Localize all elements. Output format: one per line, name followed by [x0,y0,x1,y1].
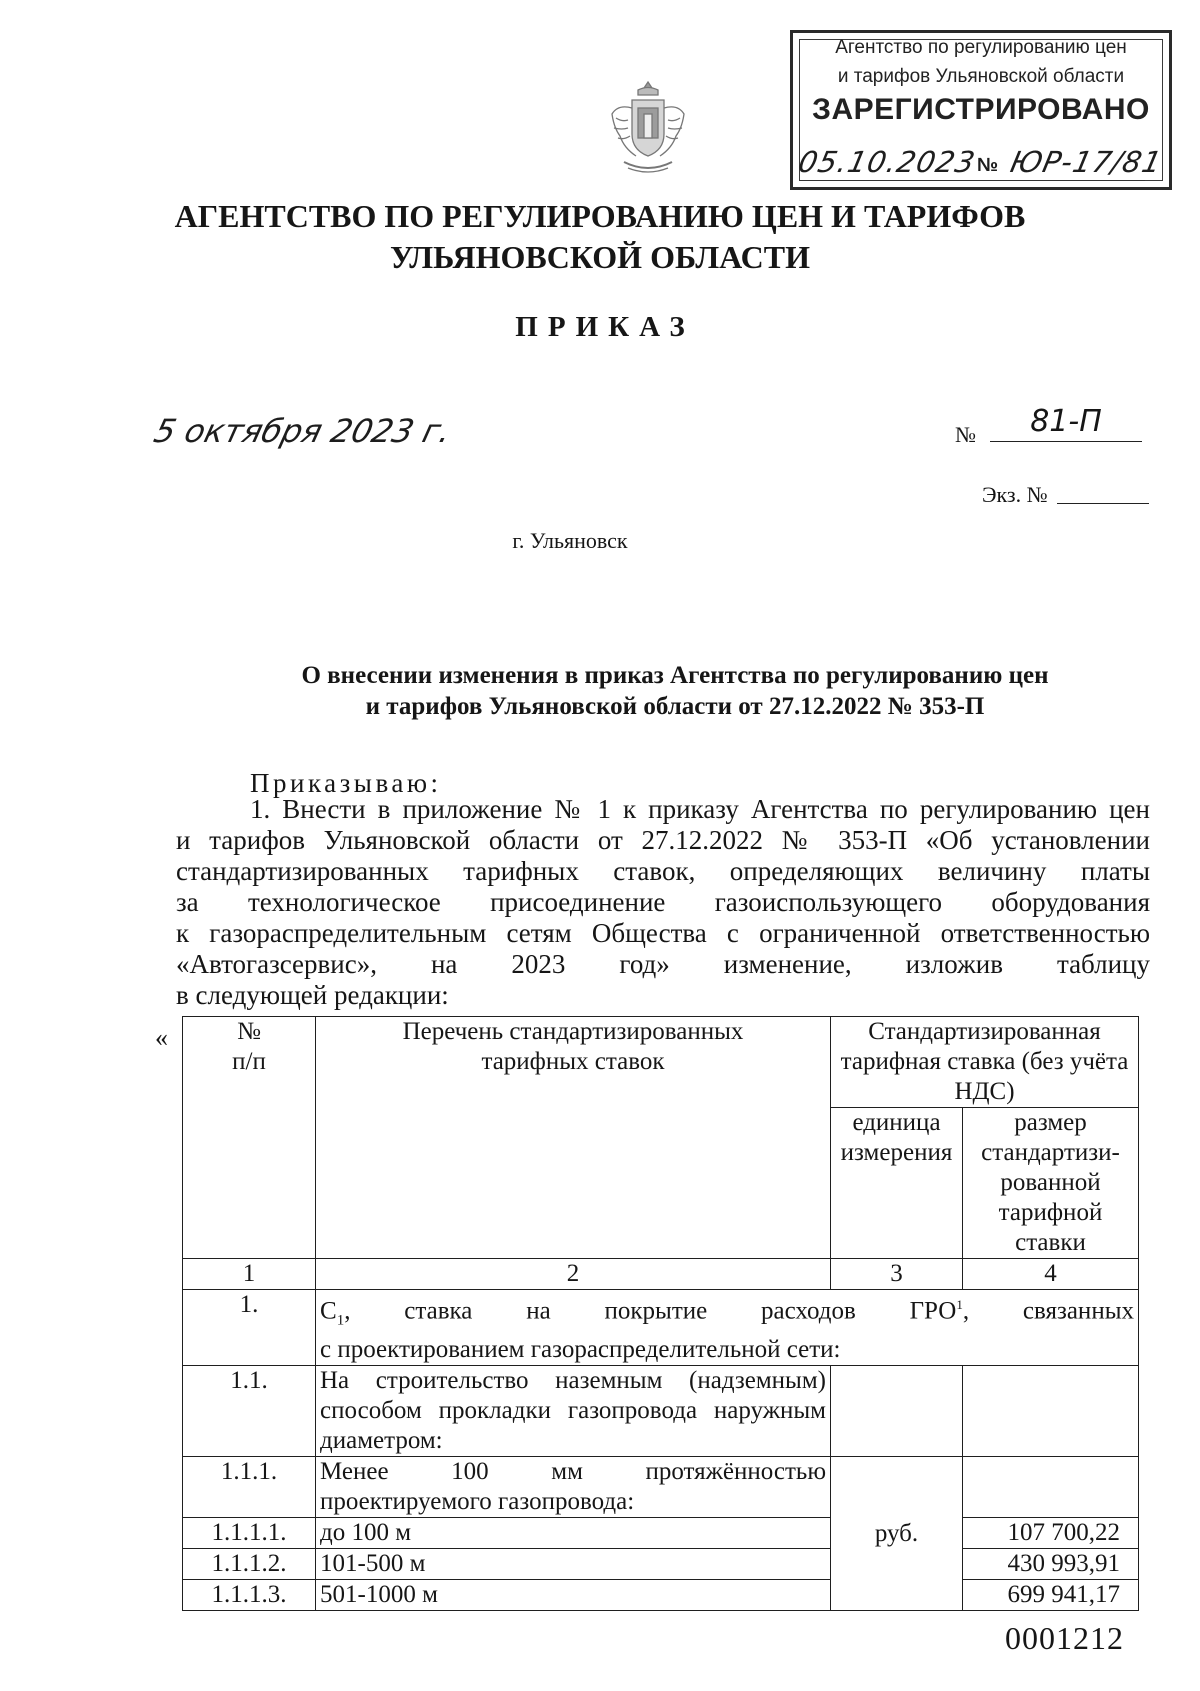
city: г. Ульяновск [512,528,628,553]
table-row [183,1366,1139,1457]
value-cell: 430 993,91 [963,1549,1139,1580]
table-row [183,1518,1139,1549]
value-cell: 699 941,17 [963,1580,1139,1611]
order-number-handwritten: 81-П [990,404,1142,442]
order-subject [230,660,1120,722]
row-text: 501-1000 м [316,1580,831,1611]
row-text: $С_1$, ставка на покрытие расходов ГРО$^1$, связанных с проектированием газораспределительной сети: [316,1290,1139,1366]
document-serial-number: 0001212 [1005,1620,1124,1656]
row-number: 1.1.1.2. [183,1549,316,1580]
subject-line1: О внесении изменения в приказ Агентства по регулированию цен [301,662,1049,689]
column-number: 4 [963,1259,1139,1290]
header-standardized-rate: Стандартизированная тарифная ставка (без учёта НДС) [831,1017,1139,1108]
stamp-agency-line1: Агентство по регулированию цен [835,37,1127,58]
stamp-registration-line [795,145,1166,181]
row-text: до 100 м [316,1518,831,1549]
paragraph-line: к газораспределительным сетям Общества с ограниченной ответственностью [176,918,1150,948]
order-date-handwritten: 5 октября 2023 г. [150,412,456,450]
stamp-agency-line2: и тарифов Ульяновской области [837,66,1125,87]
opening-quote-mark: « [155,1023,168,1052]
unit-cell: руб. [831,1457,963,1611]
registration-stamp [790,30,1172,190]
orders-word: Приказываю: [250,768,442,798]
value-cell [963,1457,1139,1518]
order-paragraph [176,794,1150,980]
tariff-table [182,1016,1139,1611]
order-number-label: № [955,422,976,447]
row-text: 101-500 м [316,1549,831,1580]
table-row [183,1580,1139,1611]
row-text: На строительство наземным (надземным) способом прокладки газопровода наружным диаметром: [316,1366,831,1457]
value-cell: 107 700,22 [963,1518,1139,1549]
row-number: 1. [183,1290,316,1366]
subject-line2: и тарифов Ульяновской области от 27.12.2022 № 353-П [365,693,985,720]
header-rate-list: Перечень стандартизированных тарифных ставок [316,1017,831,1259]
stamp-no-label: № [977,155,999,176]
row-text: Менее 100 мм протяжённостью проектируемого газопровода: [316,1457,831,1518]
row-number: 1.1. [183,1366,316,1457]
table-row [183,1549,1139,1580]
copy-number-blank [1057,503,1149,504]
copy-number-label: Экз. № [982,482,1048,507]
paragraph-line: 1. Внести в приложение № 1 к приказу Агентства по регулированию цен [250,794,1150,824]
stamp-status: ЗАРЕГИСТРИРОВАНО [812,93,1150,126]
paragraph-line: и тарифов Ульяновской области от 27.12.2022 № 353-П «Об установлении [176,825,1150,855]
column-number: 2 [316,1259,831,1290]
paragraph-line: за технологическое присоединение газоиспользующего оборудования [176,887,1150,917]
stamp-date: 05.10.2023 [795,145,979,179]
row-number: 1.1.1. [183,1457,316,1518]
agency-title [0,196,1200,278]
agency-title-line1: АГЕНТСТВО ПО РЕГУЛИРОВАНИЮ ЦЕН И ТАРИФОВ [174,198,1026,234]
value-cell [963,1366,1139,1457]
table-header-row [183,1017,1139,1108]
paragraph-line: «Автогазсервис», на 2023 год» изменение, изложив таблицу [176,949,1150,979]
agency-title-line2: УЛЬЯНОВСКОЙ ОБЛАСТИ [389,239,811,275]
paragraph-last-line: в следующей редакции: [176,980,449,1010]
stamp-underline [799,180,1145,181]
unit-cell [831,1366,963,1457]
order-title: ПРИКАЗ [515,311,695,343]
row-number: 1.1.1.3. [183,1580,316,1611]
paragraph-line: стандартизированных тарифных ставок, определяющих величину платы [176,856,1150,886]
column-number: 1 [183,1259,316,1290]
column-number-row [183,1259,1139,1290]
row-number: 1.1.1.1. [183,1518,316,1549]
header-rate-size: размер стандартизированной тарифной ставки [963,1108,1139,1259]
coat-of-arms-icon [608,78,688,178]
column-number: 3 [831,1259,963,1290]
header-number: № п/п [183,1017,316,1259]
header-unit: единица измерения [831,1108,963,1259]
stamp-number: ЮР-17/81 [1007,145,1166,179]
table-row [183,1457,1139,1518]
table-row [183,1290,1139,1366]
